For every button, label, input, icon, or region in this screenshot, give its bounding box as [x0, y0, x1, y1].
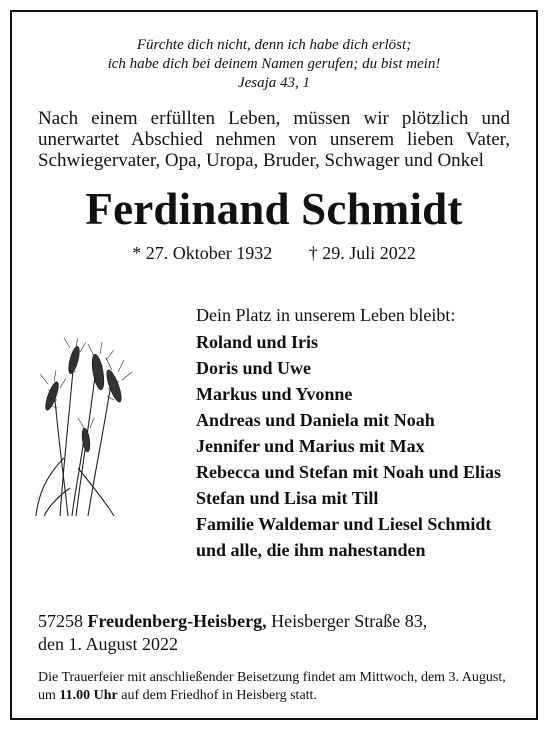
- ceremony-time: 11.00 Uhr: [59, 688, 118, 703]
- postcode: 57258: [38, 611, 83, 631]
- family-member: Rebecca und Stefan mit Noah und Elias: [196, 462, 502, 482]
- family-member: Familie Waldemar und Liesel Schmidt: [196, 514, 492, 534]
- date-line: den 1. August 2022: [38, 634, 179, 654]
- address-line: [38, 610, 427, 633]
- bible-verse: [12, 36, 536, 93]
- ceremony-text-before: Die Trauerfeier mit anschließender Beisetzung findet am Mittwoch, dem 3. August, um: [38, 670, 506, 703]
- birth-date: * 27. Oktober 1932: [132, 243, 273, 263]
- family-member: Jennifer und Marius mit Max: [196, 436, 425, 456]
- address-block: [38, 610, 427, 656]
- family-member: Andreas und Daniela mit Noah: [196, 410, 435, 430]
- family-member: Stefan und Lisa mit Till: [196, 488, 379, 508]
- family-intro: Dein Platz in unserem Leben bleibt:: [196, 305, 456, 325]
- family-member: Doris und Uwe: [196, 358, 312, 378]
- verse-line-1: Fürchte dich nicht, denn ich habe dich erlöst;: [136, 37, 412, 53]
- ceremony-info: [38, 669, 508, 705]
- death-date: † 29. Juli 2022: [308, 243, 416, 263]
- town: Freudenberg-Heisberg,: [87, 611, 267, 631]
- life-dates: [12, 242, 536, 264]
- family-member: Markus und Yvonne: [196, 384, 353, 404]
- verse-reference: Jesaja 43, 1: [237, 75, 311, 91]
- street: Heisberger Straße 83,: [271, 611, 428, 631]
- verse-line-2: ich habe dich bei deinem Namen gerufen; du bist mein!: [107, 56, 441, 72]
- family-member: Roland und Iris: [196, 332, 319, 352]
- family-member: und alle, die ihm nahestanden: [196, 540, 426, 560]
- wheat-ears-icon: [34, 338, 134, 518]
- obituary-notice: [10, 10, 538, 720]
- family-list: [196, 329, 501, 563]
- intro-text: Nach einem erfüllten Leben, müssen wir plötzlich und unerwartet Abschied nehmen von unserem lieben Vater, Schwiegervater, Opa, Uropa, Bruder, Schwager und Onkel: [38, 108, 510, 171]
- ceremony-text-after: auf dem Friedhof in Heisberg statt.: [121, 688, 317, 703]
- deceased-name: Ferdinand Schmidt: [85, 184, 463, 234]
